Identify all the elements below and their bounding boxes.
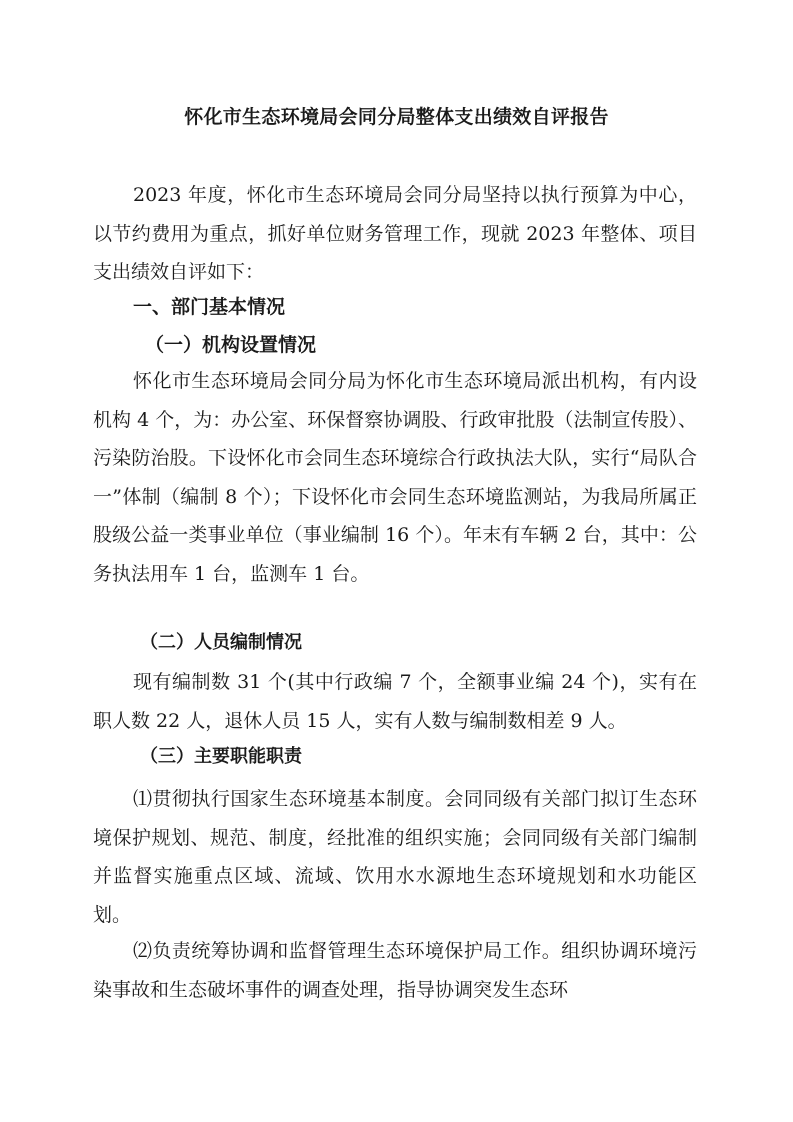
subsection-heading-2: （二）人员编制情况 [140,632,302,653]
subsection-heading-1: （一）机构设置情况 [145,334,317,356]
intro-paragraph: 2023 年度，怀化市生态环境局会同分局坚持以执行预算为中心，以节约费用为重点，抓好单位财务管理工作，现就 2023 年整体、项目支出绩效自评如下： [93,184,697,283]
duty-item-2: ⑵负责统筹协调和监督管理生态环境保护局工作。组织协调环境污染事故和生态破坏事件的调查处理，指导协调突发生态环 [93,940,697,1001]
org-structure-paragraph: 怀化市生态环境局会同分局为怀化市生态环境局派出机构，有内设机构 4 个，为：办公室、环保督察协调股、行政审批股（法制宣传股）、污染防治股。下设怀化市会同生态环境综合行政执法大队，实行“局队合一”体制（编制 8 个）；下设怀化市会同生态环境监测站，为我局所属正股级公益一类事业单位（事业编制 16 个）。年末有车辆 2 台，其中：公务执法用车 1 台，监测车 1 台。 [93,370,697,585]
subsection-heading-3: （三）主要职能职责 [140,746,302,767]
duty-item-1: ⑴贯彻执行国家生态环境基本制度。会同同级有关部门拟订生态环境保护规划、规范、制度，经批准的组织实施；会同同级有关部门编制并监督实施重点区域、流域、饮用水水源地生态环境规划和水功能区划。 [93,788,697,926]
document-title: 怀化市生态环境局会同分局整体支出绩效自评报告 [184,106,609,128]
staffing-paragraph: 现有编制数 31 个(其中行政编 7 个，全额事业编 24 个)，实有在职人数 22 人，退休人员 15 人，实有人数与编制数相差 9 人。 [93,671,697,732]
section-heading-1: 一、部门基本情况 [133,296,286,318]
